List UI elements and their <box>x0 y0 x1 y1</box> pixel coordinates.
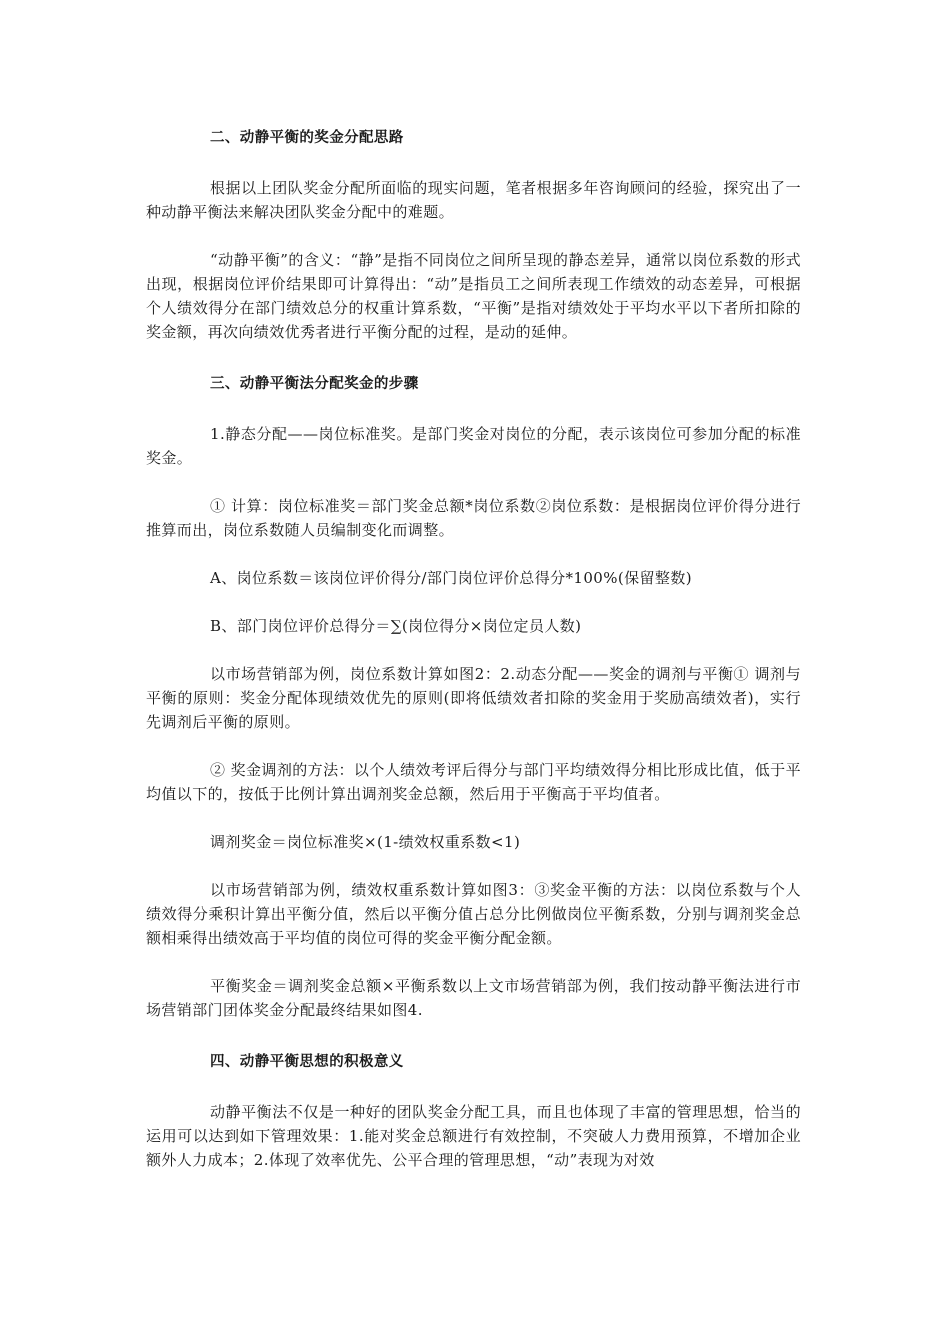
paragraph: 平衡奖金＝调剂奖金总额×平衡系数以上文市场营销部为例，我们按动静平衡法进行市场营销部门团体奖金分配最终结果如图4. <box>146 977 801 1019</box>
paragraph: 动静平衡法不仅是一种好的团队奖金分配工具，而且也体现了丰富的管理思想，恰当的运用可以达到如下管理效果：1.能对奖金总额进行有效控制，不突破人力费用预算，不增加企业额外人力成本；2.体现了效率优先、公平合理的管理思想，“动”表现为对效 <box>146 1103 801 1169</box>
paragraph: ② 奖金调剂的方法：以个人绩效考评后得分与部门平均绩效得分相比形成比值，低于平均值以下的，按低于比例计算出调剂奖金总额，然后用于平衡高于平均值者。 <box>146 761 801 803</box>
paragraph: B、部门岗位评价总得分＝∑(岗位得分×岗位定员人数) <box>210 617 582 635</box>
paragraph: ① 计算：岗位标准奖＝部门奖金总额*岗位系数②岗位系数：是根据岗位评价得分进行推算而出，岗位系数随人员编制变化而调整。 <box>146 497 801 539</box>
section-heading-3: 三、动静平衡法分配奖金的步骤 <box>210 376 419 392</box>
paragraph: 根据以上团队奖金分配所面临的现实问题，笔者根据多年咨询顾问的经验，探究出了一种动静平衡法来解决团队奖金分配中的难题。 <box>146 179 801 221</box>
paragraph: 以市场营销部为例，岗位系数计算如图2：2.动态分配——奖金的调剂与平衡① 调剂与平衡的原则：奖金分配体现绩效优先的原则(即将低绩效者扣除的奖金用于奖励高绩效者)，实行先调剂后平衡的原则。 <box>146 665 801 731</box>
paragraph: “动静平衡”的含义：“静”是指不同岗位之间所呈现的静态差异，通常以岗位系数的形式出现，根据岗位评价结果即可计算得出：“动”是指员工之间所表现工作绩效的动态差异，可根据个人绩效得分在部门绩效总分的权重计算系数，“平衡”是指对绩效处于平均水平以下者所扣除的奖金额，再次向绩效优秀者进行平衡分配的过程，是动的延伸。 <box>146 251 801 341</box>
paragraph: 以市场营销部为例，绩效权重系数计算如图3：③奖金平衡的方法：以岗位系数与个人绩效得分乘积计算出平衡分值，然后以平衡分值占总分比例做岗位平衡系数，分别与调剂奖金总额相乘得出绩效高于平均值的岗位可得的奖金平衡分配金额。 <box>146 881 801 947</box>
section-heading-4: 四、动静平衡思想的积极意义 <box>210 1054 404 1070</box>
paragraph: A、岗位系数＝该岗位评价得分/部门岗位评价总得分*100%(保留整数) <box>210 569 692 587</box>
section-heading-2: 二、动静平衡的奖金分配思路 <box>210 130 404 146</box>
document-body <box>146 122 801 1172</box>
paragraph: 调剂奖金＝岗位标准奖×(1-绩效权重系数<1) <box>210 833 521 851</box>
paragraph: 1.静态分配——岗位标准奖。是部门奖金对岗位的分配，表示该岗位可参加分配的标准奖金。 <box>146 425 801 467</box>
